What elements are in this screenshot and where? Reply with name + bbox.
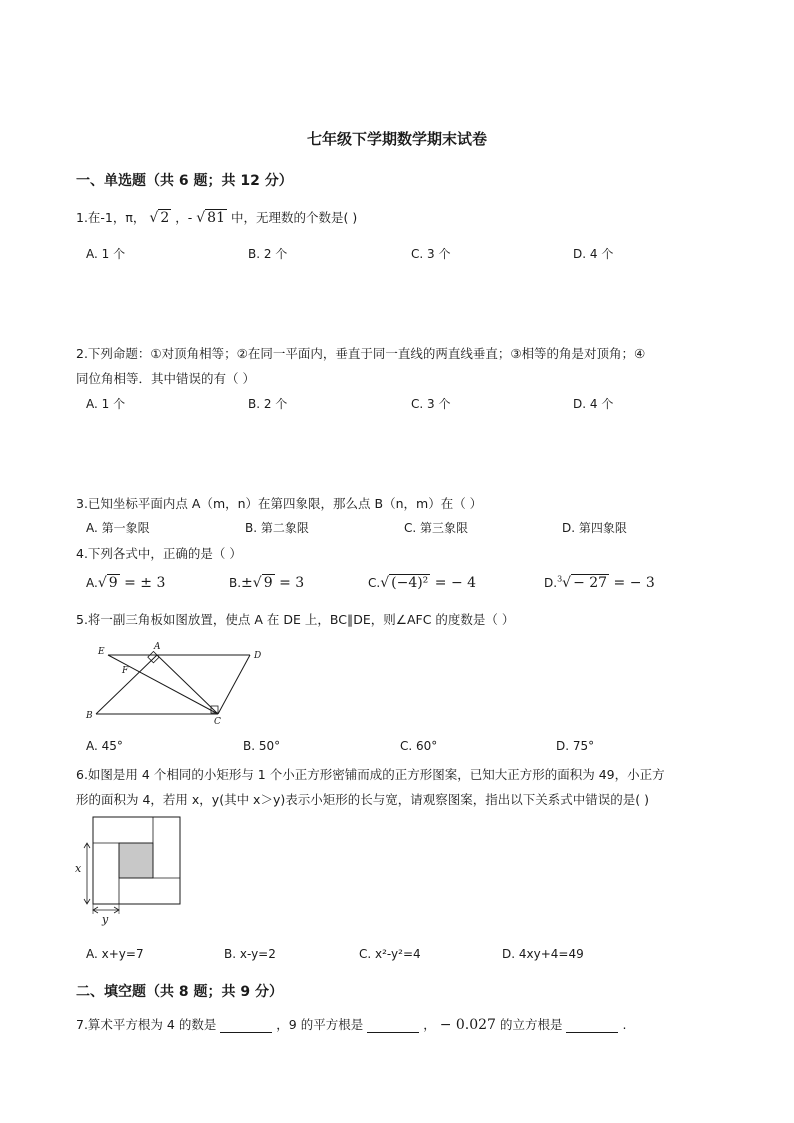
q3-option-a[interactable]: A. 第一象限 — [86, 521, 150, 535]
q1-option-b[interactable]: B. 2 个 — [248, 247, 288, 261]
question-7-math: − 0.027 — [439, 1017, 496, 1033]
question-7-part-1: 7.算术平方根为 4 的数是 — [76, 1017, 217, 1032]
q4-option-a[interactable]: A.√ 9 = ± 3 — [86, 575, 166, 591]
q6-option-a[interactable]: A. x+y=7 — [86, 947, 144, 961]
question-7-part-4: 的立方根是 — [499, 1017, 563, 1032]
question-6-line-1: 6.如图是用 4 个相同的小矩形与 1 个小正方形密铺而成的正方形图案，已知大正方形的面积为 49，小正方 — [76, 767, 665, 782]
square-pattern-figure — [72, 812, 184, 927]
q5-option-b[interactable]: B. 50° — [243, 739, 281, 753]
question-1 — [76, 208, 357, 226]
section-heading-single-choice: 一、单选题（共 6 题；共 12 分） — [76, 173, 293, 189]
label-c: C — [214, 717, 221, 727]
q6-option-d[interactable]: D. 4xy+4=49 — [502, 947, 584, 961]
question-2-line-1: 2.下列命题：①对顶角相等；②在同一平面内，垂直于同一直线的两直线垂直；③相等的角是对顶角；④ — [76, 346, 646, 361]
q5-option-a[interactable]: A. 45° — [86, 739, 123, 753]
label-y: y — [102, 913, 109, 926]
page-title: 七年级下学期数学期末试卷 — [306, 130, 487, 148]
answer-blank-2[interactable] — [367, 1020, 419, 1033]
q2-option-b[interactable]: B. 2 个 — [248, 397, 288, 411]
label-b: B — [86, 711, 93, 721]
question-3: 3.已知坐标平面内点 A（m，n）在第四象限，那么点 B（n，m）在（ ） — [76, 496, 483, 511]
q5-option-d[interactable]: D. 75° — [556, 739, 595, 753]
q2-option-a[interactable]: A. 1 个 — [86, 397, 126, 411]
q2-option-c[interactable]: C. 3 个 — [411, 397, 451, 411]
answer-blank-1[interactable] — [220, 1020, 272, 1033]
question-5: 5.将一副三角板如图放置，使点 A 在 DE 上，BC∥DE，则∠AFC 的度数是（ ） — [76, 612, 515, 627]
q4-option-c[interactable]: C.√ (−4)² = − 4 — [368, 575, 477, 591]
q1-option-a[interactable]: A. 1 个 — [86, 247, 126, 261]
q6-option-c[interactable]: C. x²-y²=4 — [359, 947, 421, 961]
question-1-prefix: 1.在-1，π， — [76, 210, 146, 225]
sqrt-81: √ 81 — [196, 210, 225, 226]
triangle-board-figure — [84, 640, 274, 730]
section-heading-fill-blank: 二、填空题（共 8 题；共 9 分） — [76, 984, 283, 1000]
q1-option-d[interactable]: D. 4 个 — [573, 247, 614, 261]
q2-option-d[interactable]: D. 4 个 — [573, 397, 614, 411]
q3-option-c[interactable]: C. 第三象限 — [404, 521, 469, 535]
question-1-sep: ，- — [175, 210, 193, 225]
label-a: A — [154, 642, 161, 652]
q3-option-b[interactable]: B. 第二象限 — [245, 521, 309, 535]
question-7-part-3: ， — [423, 1017, 436, 1032]
label-x: x — [75, 862, 82, 875]
label-d: D — [254, 651, 262, 661]
q1-option-c[interactable]: C. 3 个 — [411, 247, 451, 261]
question-6-line-2: 形的面积为 4，若用 x，y(其中 x＞y)表示小矩形的长与宽，请观察图案，指出以下关系式中错误的是( ) — [76, 792, 649, 807]
q5-option-c[interactable]: C. 60° — [400, 739, 438, 753]
question-4: 4.下列各式中，正确的是（ ） — [76, 546, 242, 561]
question-7-part-2: ，9 的平方根是 — [276, 1017, 364, 1032]
question-2-line-2: 同位角相等．其中错误的有（ ） — [76, 371, 255, 386]
label-f: F — [122, 666, 129, 676]
question-1-suffix: 中，无理数的个数是( ) — [230, 210, 358, 225]
label-e: E — [98, 647, 105, 657]
question-7 — [76, 1015, 626, 1033]
q6-option-b[interactable]: B. x-y=2 — [224, 947, 276, 961]
q4-option-d[interactable]: D.$^3$√ − 27 = − 3 — [544, 574, 655, 591]
q3-option-d[interactable]: D. 第四象限 — [562, 521, 627, 535]
answer-blank-3[interactable] — [566, 1020, 618, 1033]
sqrt-2: √ 2 — [149, 210, 170, 226]
q4-option-b[interactable]: B.±√ 9 = 3 — [229, 575, 305, 591]
question-7-part-5: . — [622, 1017, 627, 1032]
